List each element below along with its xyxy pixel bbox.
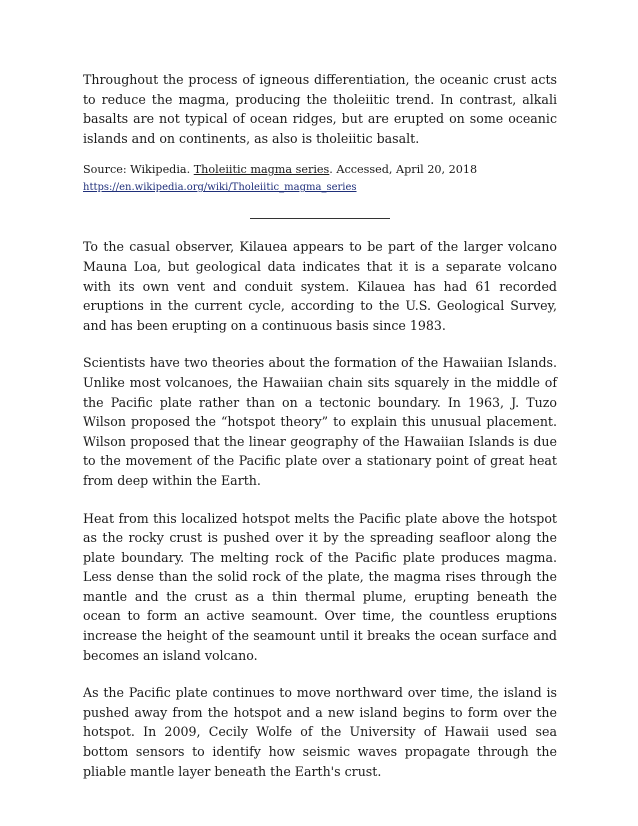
section-separator — [250, 218, 390, 219]
paragraph-plate-movement: As the Pacific plate continues to move northward over time, the island is pushed away from the hotspot and a new island begins to form over the hotspot. In 2009, Cecily Wolfe of the University of Hawaii used sea bottom sensors to identify how seismic waves propagate through the pliable mantle layer beneath the Earth's crust. — [83, 685, 557, 779]
paragraph-hotspot-melting: Heat from this localized hotspot melts the Pacific plate above the hotspot as the rocky crust is pushed over it by the spreading seafloor along the plate boundary. The melting rock of the Pacific plate produces magma. Less dense than the solid rock of the plate, the magma rises through the mantle and the crust as a thin thermal plume, erupting beneath the ocean to form an active seamount. Over time, the countless eruptions increase the height of the seamount until it breaks the ocean surface and becomes an island volcano. — [83, 510, 557, 663]
source-suffix: . Accessed, April 20, 2018 — [329, 163, 478, 177]
paragraph-kilauea: To the casual observer, Kilauea appears to be part of the larger volcano Mauna Loa, but geological data indicates that it is a separate volcano with its own vent and conduit system. Kilauea has had 61 recorded eruptions in the current cycle, according to the U.S. Geological Survey, and has been erupting on a continuous basis since 1983. — [83, 239, 557, 333]
paragraph-tholeiitic-trend: Throughout the process of igneous differentiation, the oceanic crust acts to reduce the magma, producing the tholeiitic trend. In contrast, alkali basalts are not typical of ocean ridges, but are erupted on some oceanic islands and on continents, as also is tholeiitic basalt. — [83, 72, 557, 146]
source-prefix: Source: Wikipedia. — [83, 163, 194, 177]
paragraph-hotspot-theory: Scientists have two theories about the formation of the Hawaiian Islands. Unlike most volcanoes, the Hawaiian chain sits squarely in the middle of the Pacific plate rather than on a tectonic boundary. In 1963, J. Tuzo Wilson proposed the “hotspot theory” to explain this unusual placement. Wilson proposed that the linear geography of the Hawaiian Islands is due to the movement of the Pacific plate over a stationary point of great heat from deep within the Earth. — [83, 355, 557, 488]
document-page — [83, 70, 557, 781]
source-title: Tholeiitic magma series — [193, 163, 330, 177]
source-url-link[interactable]: https://en.wikipedia.org/wiki/Tholeiitic_magma_series — [83, 182, 357, 194]
source-citation — [83, 162, 557, 196]
